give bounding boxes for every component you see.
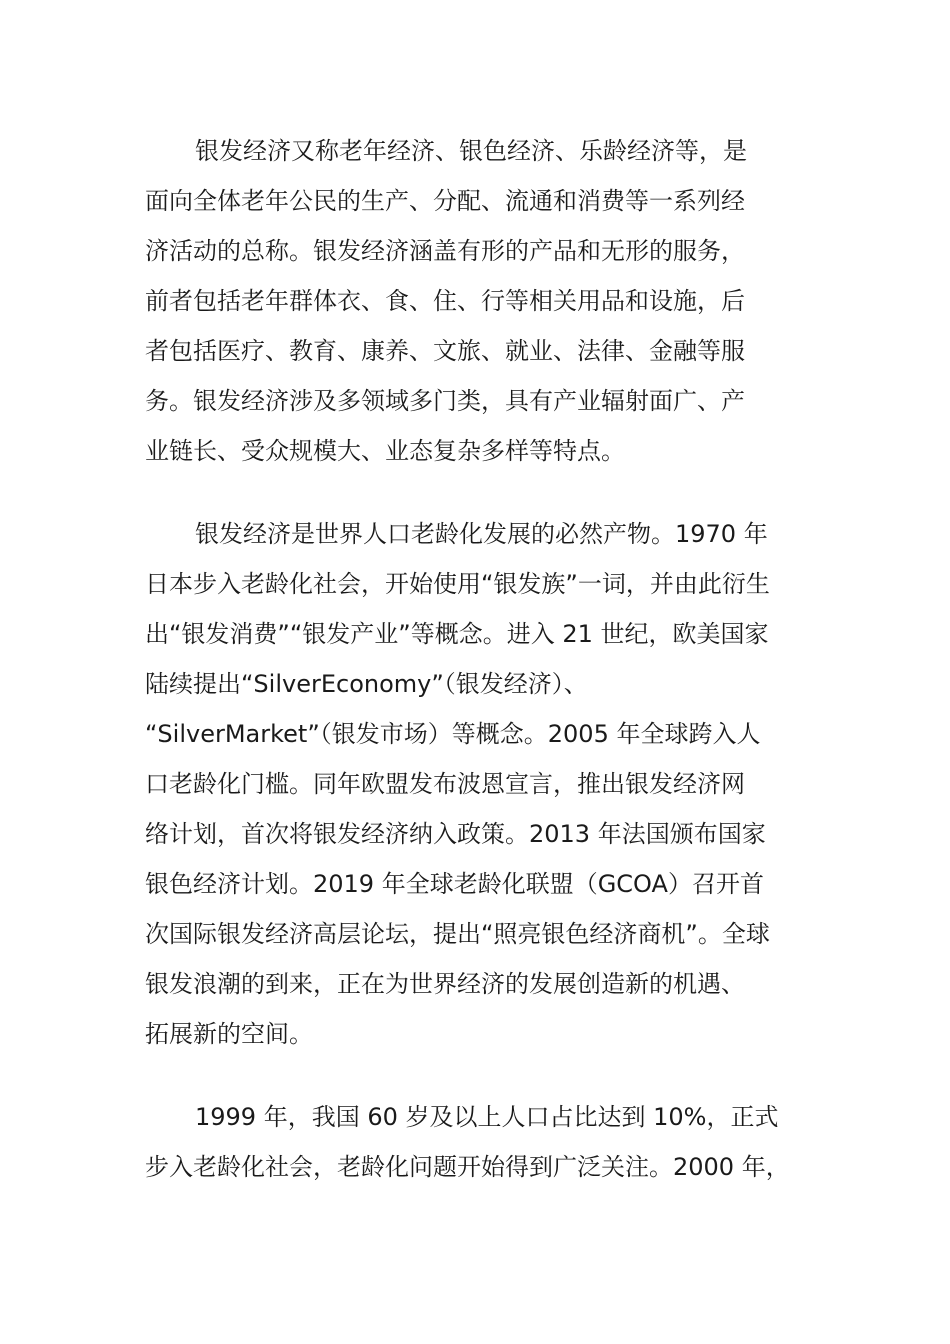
paragraph-line: 陆续提出“SilverEconomy”（银发经济）、 [145, 670, 588, 698]
paragraph-line: 者包括医疗、教育、康养、文旅、就业、法律、金融等服 [145, 337, 745, 365]
paragraph-line: 银色经济计划。2019 年全球老龄化联盟（GCOA）召开首 [145, 870, 764, 898]
paragraph-line: “SilverMarket”（银发市场）等概念。2005 年全球跨入人 [145, 720, 761, 748]
paragraph-line: 前者包括老年群体衣、食、住、行等相关用品和设施，后 [145, 287, 745, 315]
paragraph-line: 络计划，首次将银发经济纳入政策。2013 年法国颁布国家 [145, 820, 766, 848]
paragraph-line: 务。银发经济涉及多领域多门类，具有产业辐射面广、产 [145, 387, 745, 415]
paragraph-line: 业链长、受众规模大、业态复杂多样等特点。 [145, 437, 625, 465]
paragraph-line: 步入老龄化社会，老龄化问题开始得到广泛关注。2000 年， [145, 1153, 790, 1181]
paragraph-line: 次国际银发经济高层论坛，提出“照亮银色经济商机”。全球 [145, 920, 770, 948]
paragraph-line: 面向全体老年公民的生产、分配、流通和消费等一系列经 [145, 187, 745, 215]
paragraph-line: 银发经济是世界人口老龄化发展的必然产物。1970 年 [195, 520, 768, 548]
paragraph-line: 口老龄化门槛。同年欧盟发布波恩宣言，推出银发经济网 [145, 770, 745, 798]
paragraph-line: 银发经济又称老年经济、银色经济、乐龄经济等，是 [195, 137, 747, 165]
paragraph-line: 日本步入老龄化社会，开始使用“银发族”一词，并由此衍生 [145, 570, 770, 598]
paragraph-line: 银发浪潮的到来，正在为世界经济的发展创造新的机遇、 [145, 970, 745, 998]
paragraph-line: 1999 年，我国 60 岁及以上人口占比达到 10%，正式 [195, 1103, 779, 1131]
paragraph-line: 出“银发消费”“银发产业”等概念。进入 21 世纪，欧美国家 [145, 620, 769, 648]
paragraph-line: 拓展新的空间。 [145, 1020, 313, 1048]
paragraph-line: 济活动的总称。银发经济涵盖有形的产品和无形的服务， [145, 237, 745, 265]
